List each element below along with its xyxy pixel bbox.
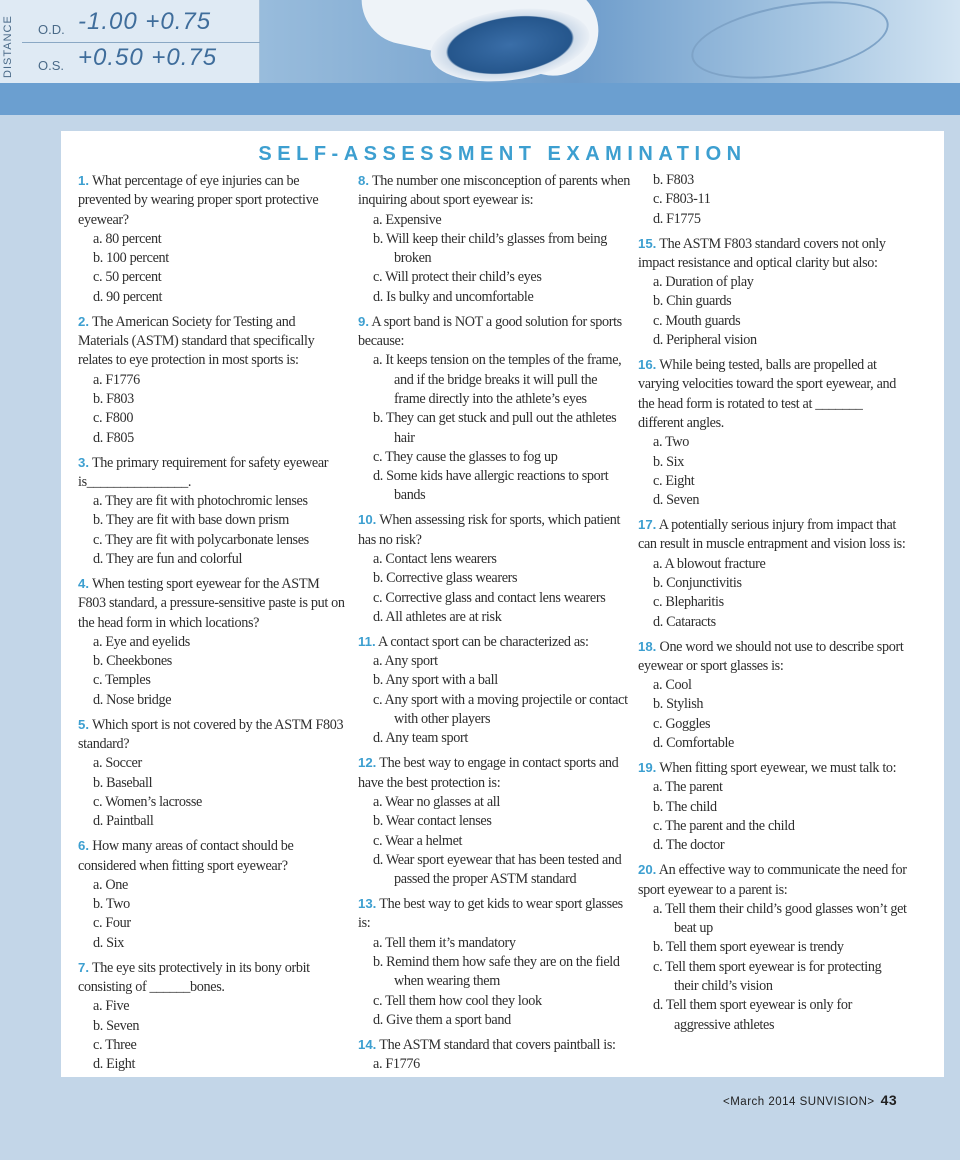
- answer-option: a. One: [93, 876, 128, 893]
- answer-option: b. Remind them how safe they are on the field when wearing them: [373, 954, 620, 990]
- question-prompt: When testing sport eyewear for the ASTM F803 standard, a pressure-sensitive paste is put on the head form in which locations?: [78, 576, 345, 631]
- answer-option: b. Baseball: [93, 774, 153, 791]
- answer-option: c. Women’s lacrosse: [93, 793, 202, 810]
- answer-option: c. Three: [93, 1036, 137, 1053]
- question-prompt: A potentially serious injury from impact that can result in muscle entrapment and vision loss is:: [638, 517, 906, 553]
- rx-od-value: -1.00 +0.75: [78, 8, 212, 35]
- answer-option: c. F800: [93, 410, 134, 427]
- header-photo-banner: [0, 0, 960, 115]
- question-block: [358, 632, 630, 749]
- answer-option: d. Paintball: [93, 813, 154, 830]
- answer-option: a. Five: [93, 998, 130, 1015]
- rx-os-label: O.S.: [38, 58, 65, 73]
- question-number: 3.: [78, 454, 89, 470]
- question-number: 17.: [638, 517, 657, 533]
- answer-option: a. F1776: [93, 371, 140, 388]
- answer-option: d. Wear sport eyewear that has been tested and passed the proper ASTM standard: [373, 851, 622, 888]
- answer-option: a. They are fit with photochromic lenses: [93, 493, 308, 510]
- answer-option: d. 90 percent: [93, 288, 163, 305]
- question-block: [358, 171, 630, 307]
- question-block: [638, 171, 908, 229]
- exam-panel: [61, 131, 944, 1077]
- answer-option: d. The doctor: [653, 837, 725, 854]
- answer-option: a. Cool: [653, 677, 692, 694]
- answer-option: b. Stylish: [653, 696, 704, 713]
- page-title: SELF-ASSESSMENT EXAMINATION: [258, 143, 747, 165]
- question-text: [78, 453, 348, 493]
- answer-option: b. Conjunctivitis: [653, 575, 742, 591]
- question-number: 16.: [638, 357, 657, 373]
- answer-option: b. Cheekbones: [93, 653, 172, 670]
- eyeglasses-image: [685, 0, 894, 92]
- answer-option: b. Six: [653, 453, 685, 470]
- answer-option: a. It keeps tension on the temples of the frame, and if the bridge breaks it will pull the frame directly into the athlete’s eyes: [373, 352, 622, 407]
- question-number: 12.: [358, 755, 377, 771]
- question-block: [638, 355, 908, 510]
- question-text: [358, 312, 630, 352]
- answer-option: c. F803-11: [653, 191, 711, 208]
- question-prompt: The ASTM F803 standard covers not only impact resistance and optical clarity but also:: [638, 235, 886, 271]
- page-number: 43: [880, 1092, 898, 1108]
- question-text: [638, 637, 908, 677]
- answer-option: c. Four: [93, 915, 131, 932]
- question-number: 2.: [78, 313, 89, 329]
- question-prompt: The primary requirement for safety eyewear is_______________.: [78, 454, 329, 490]
- answer-option: c. Will protect their child’s eyes: [373, 269, 542, 286]
- question-prompt: When fitting sport eyewear, we must talk to:: [659, 760, 897, 777]
- prescription-card: [0, 0, 260, 85]
- question-number: 18.: [638, 638, 657, 654]
- answer-option: a. Tell them it’s mandatory: [373, 934, 516, 951]
- answer-option: a. 80 percent: [93, 230, 162, 247]
- answer-option: d. F805: [93, 429, 134, 446]
- question-prompt: The American Society for Testing and Materials (ASTM) standard that specifically relates to eye protection in most sports is:: [78, 313, 315, 369]
- question-text: [358, 894, 630, 934]
- question-prompt: When assessing risk for sports, which patient has no risk?: [358, 512, 621, 548]
- answer-option: b. Corrective glass wearers: [373, 570, 518, 587]
- answer-option: d. Six: [93, 934, 125, 951]
- answer-option: d. Give them a sport band: [373, 1011, 511, 1028]
- question-block: [358, 753, 630, 889]
- answer-option: b. They can get stuck and pull out the athletes hair: [373, 410, 617, 446]
- answer-option: d. Seven: [653, 492, 700, 509]
- question-prompt: A sport band is NOT a good solution for sports because:: [358, 313, 622, 350]
- question-number: 9.: [358, 313, 369, 329]
- question-block: [638, 860, 908, 1035]
- question-text: [638, 758, 908, 778]
- answer-option: a. The parent: [653, 779, 723, 796]
- answer-option: a. Any sport: [373, 653, 438, 670]
- question-text: [358, 171, 630, 211]
- question-column-2: [358, 171, 630, 1079]
- question-number: 13.: [358, 896, 377, 912]
- answer-option: b. Seven: [93, 1017, 140, 1034]
- question-text: [358, 632, 630, 652]
- question-number: 1.: [78, 173, 89, 188]
- answer-option: a. Duration of play: [653, 274, 754, 291]
- question-prompt: The number one misconception of parents when inquiring about sport eyewear is:: [358, 173, 630, 209]
- rx-os-value: +0.50 +0.75: [78, 44, 218, 71]
- answer-option: d. Cataracts: [653, 613, 716, 630]
- answer-option: b. Will keep their child’s glasses from being broken: [373, 230, 608, 267]
- question-text: [78, 958, 348, 998]
- answer-option: d. F1775: [653, 210, 701, 227]
- answer-option: c. 50 percent: [93, 269, 162, 286]
- answer-option: c. Any sport with a moving projectile or contact with other players: [373, 691, 628, 728]
- question-prompt: How many areas of contact should be considered when fitting sport eyewear?: [78, 838, 294, 874]
- answer-option: c. They cause the glasses to fog up: [373, 448, 558, 465]
- answer-option: c. Tell them sport eyewear is for protecting their child’s vision: [653, 958, 882, 994]
- question-block: [358, 510, 630, 627]
- answer-option: d. Eight: [93, 1056, 136, 1073]
- question-block: [78, 312, 348, 448]
- question-block: [638, 637, 908, 754]
- question-text: [78, 312, 348, 371]
- question-number: 5.: [78, 716, 89, 732]
- page-footer: [723, 1092, 923, 1112]
- question-block: [358, 312, 630, 506]
- question-prompt: The best way to engage in contact sports and have the best protection is:: [358, 755, 619, 791]
- answer-option: b. Tell them sport eyewear is trendy: [653, 939, 844, 956]
- question-block: [78, 715, 348, 832]
- answer-option: d. Is bulky and uncomfortable: [373, 288, 534, 305]
- question-prompt: A contact sport can be characterized as:: [378, 633, 589, 650]
- question-column-1: [78, 171, 348, 1079]
- question-block: [78, 574, 348, 710]
- answer-option: b. They are fit with base down prism: [93, 512, 289, 529]
- answer-option: d. Tell them sport eyewear is only for aggressive athletes: [653, 997, 852, 1033]
- answer-option: a. Two: [653, 434, 690, 451]
- question-text: [358, 510, 630, 550]
- answer-option: b. F803: [93, 390, 134, 407]
- question-text: [638, 355, 908, 433]
- answer-option: d. All athletes are at risk: [373, 608, 502, 625]
- question-prompt: The eye sits protectively in its bony orbit consisting of ______bones.: [78, 959, 310, 995]
- answer-option: c. Goggles: [653, 715, 711, 732]
- question-number: 10.: [358, 512, 377, 528]
- answer-option: c. Corrective glass and contact lens wearers: [373, 589, 606, 606]
- question-column-3: [638, 171, 908, 1040]
- answer-option: c. The parent and the child: [653, 817, 795, 834]
- answer-option: d. Peripheral vision: [653, 332, 757, 349]
- answer-option: b. Chin guards: [653, 293, 732, 310]
- question-block: [78, 958, 348, 1075]
- answer-option: a. Contact lens wearers: [373, 551, 497, 568]
- answer-option: b. The child: [653, 798, 717, 815]
- rx-divider: [22, 42, 260, 43]
- answer-option: d. Some kids have allergic reactions to sport bands: [373, 468, 609, 504]
- question-block: [638, 515, 908, 632]
- answer-option: a. Tell them their child’s good glasses won’t get beat up: [653, 900, 907, 937]
- answer-option: c. Tell them how cool they look: [373, 992, 542, 1009]
- answer-option: a. Wear no glasses at all: [373, 793, 500, 810]
- question-text: [78, 171, 348, 230]
- question-block: [358, 894, 630, 1030]
- question-block: [78, 836, 348, 953]
- question-prompt: An effective way to communicate the need for sport eyewear to a parent is:: [638, 862, 907, 898]
- answer-option: d. Nose bridge: [93, 691, 172, 708]
- question-number: 20.: [638, 862, 657, 878]
- answer-option: c. Mouth guards: [653, 312, 741, 329]
- answer-option: c. Temples: [93, 672, 151, 689]
- answer-option: d. Comfortable: [653, 735, 734, 752]
- question-number: 8.: [358, 173, 369, 188]
- question-number: 15.: [638, 235, 657, 251]
- answer-option: a. A blowout fracture: [653, 555, 766, 572]
- answer-option: a. Expensive: [373, 211, 442, 228]
- answer-option: a. Eye and eyelids: [93, 633, 190, 650]
- question-text: [638, 515, 908, 555]
- answer-option: c. They are fit with polycarbonate lenses: [93, 531, 309, 548]
- question-prompt: One word we should not use to describe sport eyewear or sport glasses is:: [638, 638, 904, 674]
- question-text: [78, 836, 348, 876]
- answer-option: c. Eight: [653, 472, 695, 489]
- question-prompt: What percentage of eye injuries can be prevented by wearing proper sport protective eyewear?: [78, 173, 319, 228]
- question-number: 6.: [78, 838, 89, 854]
- answer-option: b. Any sport with a ball: [373, 672, 498, 689]
- answer-option: b. 100 percent: [93, 250, 169, 267]
- answer-option: a. Soccer: [93, 755, 142, 772]
- question-prompt: The best way to get kids to wear sport glasses is:: [358, 896, 623, 932]
- question-text: [78, 715, 348, 755]
- question-number: 14.: [358, 1036, 377, 1052]
- question-prompt: While being tested, balls are propelled at varying velocities toward the sport eyewear, and the head form is rotated to test at _______ different angles.: [638, 357, 897, 431]
- question-prompt: The ASTM standard that covers paintball is:: [379, 1036, 616, 1053]
- question-block: [78, 453, 348, 570]
- banner-strip: [0, 83, 960, 115]
- question-text: [638, 860, 908, 900]
- question-text: [358, 1035, 630, 1055]
- question-text: [638, 234, 908, 274]
- question-prompt: Which sport is not covered by the ASTM F803 standard?: [78, 716, 344, 753]
- question-block: [638, 758, 908, 855]
- question-block: [78, 171, 348, 307]
- question-number: 7.: [78, 959, 89, 975]
- answer-option: b. Wear contact lenses: [373, 813, 492, 830]
- rx-od-label: O.D.: [38, 22, 65, 37]
- question-block: [358, 1035, 630, 1075]
- question-block: [638, 234, 908, 351]
- answer-option: d. They are fun and colorful: [93, 551, 243, 568]
- answer-option: b. Two: [93, 896, 130, 913]
- question-text: [78, 574, 348, 633]
- answer-option: c. Wear a helmet: [373, 832, 463, 849]
- answer-option: d. Any team sport: [373, 730, 468, 747]
- question-number: 11.: [358, 633, 376, 649]
- question-number: 4.: [78, 576, 89, 591]
- rx-distance-label: DISTANCE: [2, 15, 14, 78]
- question-number: 19.: [638, 760, 657, 776]
- answer-option: c. Blepharitis: [653, 594, 724, 611]
- question-text: [358, 753, 630, 793]
- issue-label: <March 2014 SUNVISION>: [723, 1096, 875, 1108]
- answer-option: b. F803: [653, 172, 694, 188]
- answer-option: a. F1776: [373, 1056, 420, 1073]
